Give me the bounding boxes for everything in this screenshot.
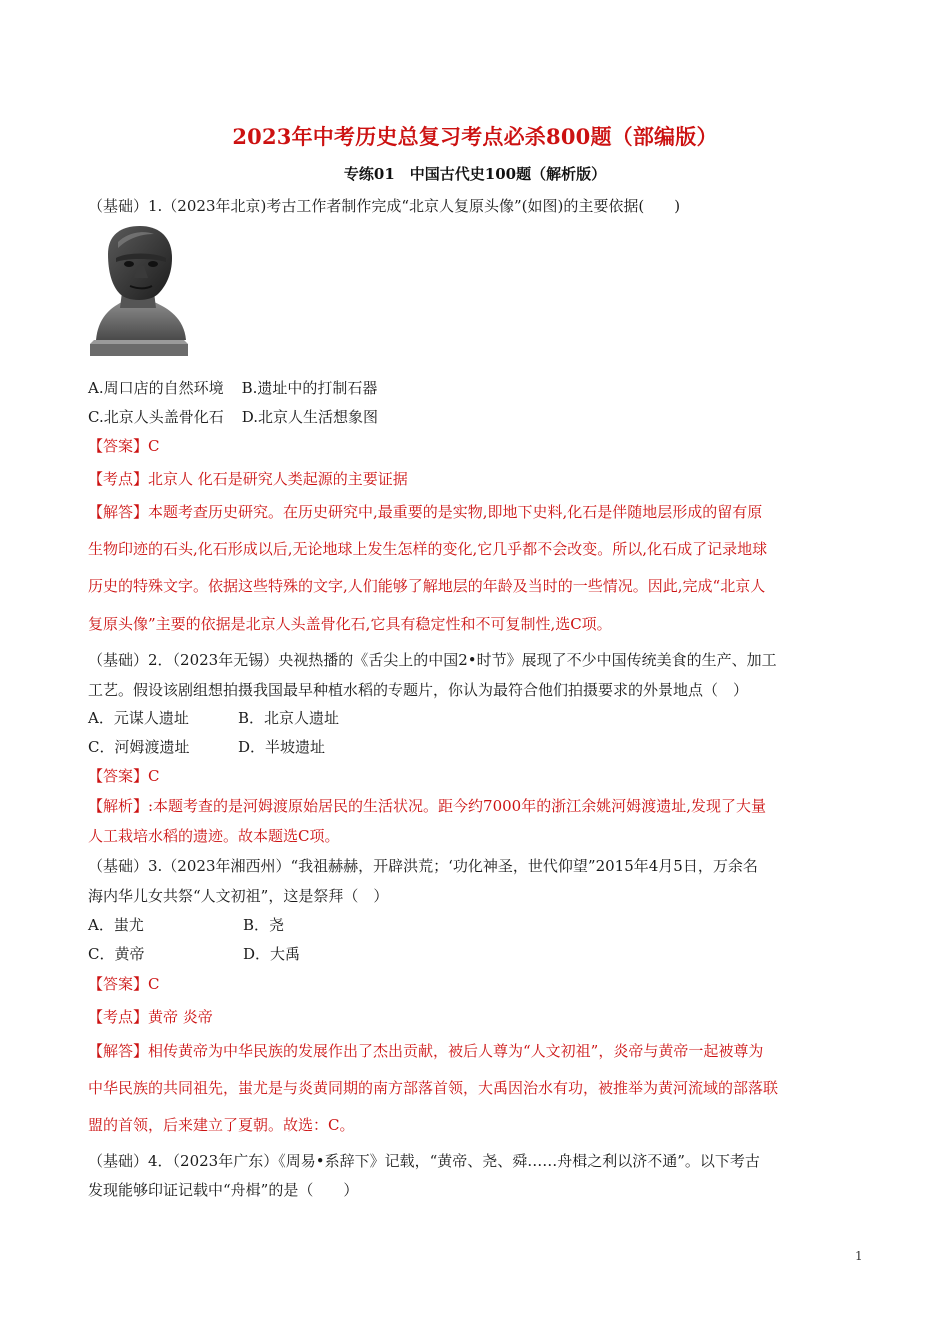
q3-analysis-line-2: 中华民族的共同祖先，蚩尤是与炎黄同期的南方部落首领，大禹因治水有功，被推举为黄河流域的部落联 — [88, 1079, 779, 1097]
q2-answer: 【答案】C — [88, 767, 160, 785]
q3-option-c: C．黄帝 — [88, 945, 145, 963]
q2-stem-line-2: 工艺。假设该剧组想拍摄我国最早种植水稻的专题片，你认为最符合他们拍摄要求的外景地点（ ） — [88, 681, 749, 699]
q1-knowledge-point: 【考点】北京人 化石是研究人类起源的主要证据 — [88, 470, 408, 488]
q1-option-d: D.北京人生活想象图 — [241, 408, 378, 426]
q4-stem-line-1: （基础）4．（2023年广东）《周易•系辞下》记载，“黄帝、尧、舜……舟楫之利以济不通”。以下考古 — [88, 1152, 760, 1170]
q2-option-b: B．北京人遗址 — [238, 709, 340, 727]
q3-options-row-2 — [88, 944, 300, 964]
q3-option-a: A．蚩尤 — [88, 916, 144, 934]
q3-stem-line-1: （基础）3.（2023年湘西州）“我祖赫赫，开辟洪荒；‘功化神圣，世代仰望”2015年4月5日，万余名 — [88, 857, 758, 875]
q1-option-b: B.遗址中的打制石器 — [241, 379, 378, 397]
q2-options-row-1 — [88, 708, 339, 728]
q3-analysis-line-3: 盟的首领，后来建立了夏朝。故选：C。 — [88, 1116, 355, 1134]
q3-option-d: D．大禹 — [243, 945, 301, 963]
q2-analysis-line-2: 人工栽培水稻的遗迹。故本题选C项。 — [88, 827, 340, 845]
q1-analysis-line-1: 【解答】本题考查历史研究。在历史研究中,最重要的是实物,即地下史料,化石是伴随地层形成的留有原 — [88, 503, 763, 521]
q3-stem-line-2: 海内华儿女共祭“人文初祖”，这是祭拜（ ） — [88, 887, 389, 905]
q2-stem-line-1: （基础）2．（2023年无锡）央视热播的《舌尖上的中国2•时节》展现了不少中国传统美食的生产、加工 — [88, 651, 777, 669]
q2-option-a: A．元谋人遗址 — [88, 709, 189, 727]
q1-analysis-line-2: 生物印迹的石头,化石形成以后,无论地球上发生怎样的变化,它几乎都不会改变。所以,化石成了记录地球 — [88, 540, 768, 558]
q3-knowledge-point: 【考点】黄帝 炎帝 — [88, 1008, 213, 1026]
q1-option-c: C.北京人头盖骨化石 — [88, 408, 224, 426]
q2-options-row-2 — [88, 737, 325, 757]
q1-analysis-line-3: 历史的特殊文字。依据这些特殊的文字,人们能够了解地层的年龄及当时的一些情况。因此,完成“北京人 — [88, 577, 766, 595]
q1-options-row-2 — [88, 407, 378, 427]
q1-answer: 【答案】C — [88, 437, 160, 455]
q1-analysis-line-4: 复原头像”主要的依据是北京人头盖骨化石,它具有稳定性和不可复制性,选C项。 — [88, 615, 612, 633]
q3-analysis-line-1: 【解答】相传黄帝为中华民族的发展作出了杰出贡献，被后人尊为“人文初祖”，炎帝与黄帝一起被尊为 — [88, 1042, 764, 1060]
q2-analysis-line-1: 【解析】:本题考查的是河姆渡原始居民的生活状况。距今约7000年的浙江余姚河姆渡遗址,发现了大量 — [88, 797, 767, 815]
q3-options-row-1 — [88, 915, 284, 935]
q3-answer: 【答案】C — [88, 975, 160, 993]
q4-stem-line-2: 发现能够印证记载中“舟楫”的是（ ） — [88, 1181, 359, 1199]
q1-stem: （基础）1.（2023年北京)考古工作者制作完成“北京人复原头像”(如图)的主要依据( ) — [88, 197, 681, 215]
q3-option-b: B．尧 — [243, 916, 285, 934]
q1-option-a: A.周口店的自然环境 — [88, 379, 224, 397]
q2-option-d: D．半坡遗址 — [238, 738, 326, 756]
document-title: 2023年中考历史总复习考点必杀800题（部编版） — [232, 124, 718, 149]
document-subtitle: 专练01 中国古代史100题（解析版） — [343, 165, 607, 183]
q2-option-c: C．河姆渡遗址 — [88, 738, 190, 756]
q1-options-row-1 — [88, 378, 377, 398]
page-number: 1 — [855, 1249, 863, 1263]
peking-man-bust-image — [88, 222, 190, 356]
